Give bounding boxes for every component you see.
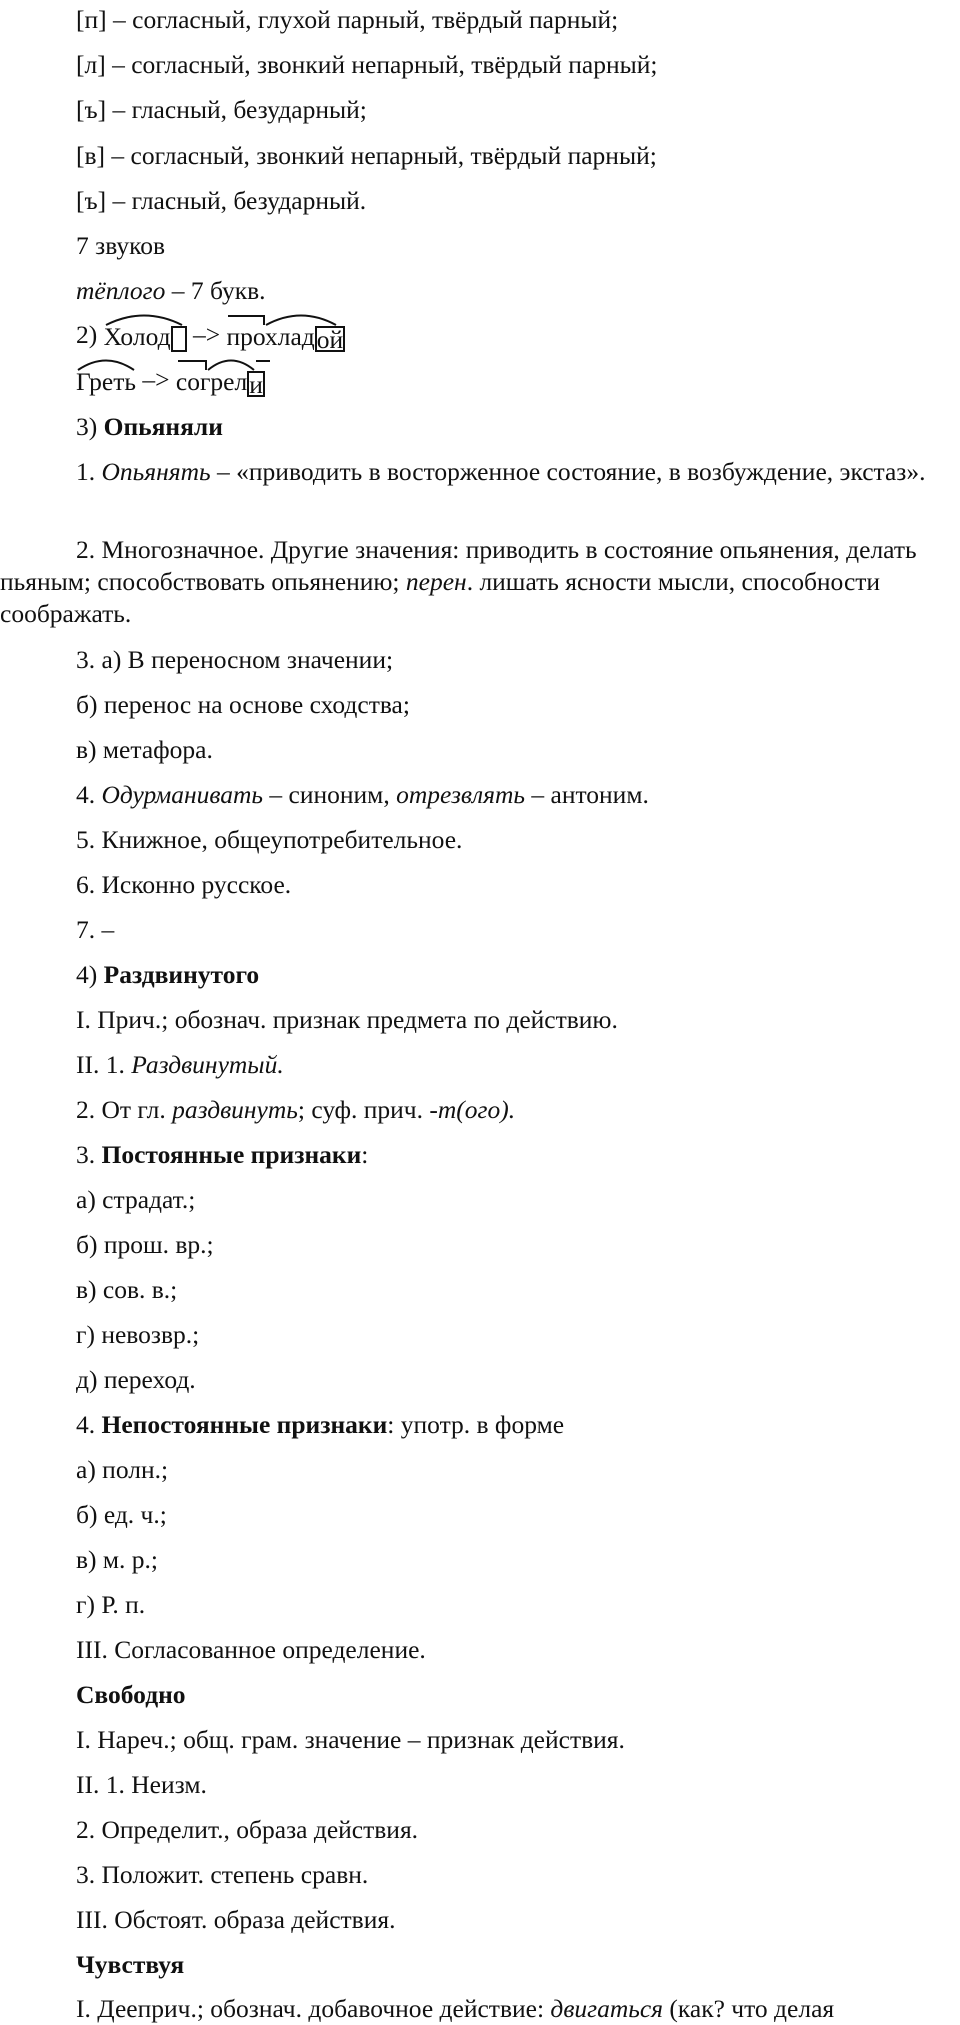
analysis-line: 3. Положит. степень сравн. — [76, 1860, 369, 1889]
syntactic-role: III. Согласованное определение. — [76, 1635, 426, 1664]
governing-verb: двигаться — [550, 1994, 664, 2023]
list-item: в) м. р.; — [76, 1545, 159, 1574]
definition-paragraph — [0, 455, 938, 488]
analysis-line: III. Обстоят. образа действия. — [76, 1905, 396, 1934]
participle-suffix: -т(ого). — [429, 1095, 516, 1124]
list-item: д) переход. — [76, 1365, 196, 1394]
list-item: б) ед. ч.; — [76, 1500, 167, 1529]
analyzed-word: тёплого — [76, 276, 166, 305]
section-title: Раздвинутого — [103, 960, 260, 989]
list-item: г) Р. п. — [76, 1590, 146, 1619]
variable-features-heading — [76, 1410, 564, 1441]
analysis-line: I. Нареч.; общ. грам. значение – признак действия. — [76, 1725, 625, 1754]
item-number: II. 1. — [76, 1050, 125, 1079]
root-arc-mark — [176, 357, 286, 371]
list-item: б) прош. вр.; — [76, 1230, 214, 1259]
ending-box: ой — [316, 324, 344, 354]
constant-features-heading — [76, 1140, 368, 1171]
root-arc-mark — [76, 357, 146, 371]
defined-word: Опьянять — [101, 457, 211, 486]
synonym-antonym-line — [76, 780, 649, 811]
phonetic-line: [ъ] – гласный, безударный; — [76, 95, 367, 124]
phonetic-line: [в] – согласный, звонкий непарный, твёрдый парный; — [76, 141, 657, 170]
phonetic-line: [ъ] – гласный, безударный. — [76, 186, 367, 215]
root-morpheme: хлад — [264, 321, 315, 351]
analysis-line: II. 1. Неизм. — [76, 1770, 207, 1799]
figurative-mark: перен — [405, 567, 467, 596]
list-item: 6. Исконно русское. — [76, 870, 292, 899]
derived-word-sogreli — [176, 367, 265, 398]
sound-count: 7 звуков — [76, 231, 166, 260]
derivation-arrow: –> — [142, 365, 170, 394]
item-number: 2) — [76, 320, 98, 349]
item-number: 4. — [76, 780, 96, 809]
root-word-holod — [104, 322, 187, 353]
list-item: в) сов. в.; — [76, 1275, 178, 1304]
root-word-gret — [76, 367, 136, 398]
list-item: 7. – — [76, 915, 115, 944]
analysis-tail: (как? что делая — [663, 1994, 835, 2023]
item-number: 3. — [76, 1140, 96, 1169]
phonetic-line: [п] – согласный, глухой парный, твёрдый парный; — [76, 5, 619, 34]
root-morpheme: Холод — [103, 321, 171, 351]
item-number: 4. — [76, 1410, 96, 1439]
analysis-line — [76, 1050, 284, 1081]
origin-label: 2. От гл. — [76, 1095, 173, 1124]
derived-word-prohladoy — [226, 322, 345, 353]
list-item: а) полн.; — [76, 1455, 169, 1484]
synonym-word: Одурманивать — [101, 780, 264, 809]
root-morpheme: Греть — [76, 366, 136, 396]
root-arc-mark — [226, 312, 356, 326]
list-item: а) страдат.; — [76, 1185, 196, 1214]
section-heading-3 — [76, 412, 223, 443]
list-item: в) метафора. — [76, 735, 213, 764]
analysis-line — [76, 1994, 834, 2025]
section-heading-4 — [76, 960, 259, 991]
synonym-label: – синоним, — [263, 780, 397, 809]
variable-features-title: Непостоянные признаки — [101, 1410, 388, 1439]
meanings-tail: . лишать ясности мысли, способности соображать. — [0, 567, 881, 628]
section-number: 4) — [76, 960, 98, 989]
source-verb: раздвинуть — [172, 1095, 298, 1124]
derivation-arrow: –> — [192, 320, 221, 349]
colon: : — [361, 1140, 369, 1169]
root-arc-mark — [104, 312, 184, 326]
suffix-morpheme: л — [234, 366, 248, 396]
section-title: Опьяняли — [103, 412, 223, 441]
list-item: 3. а) В переносном значении; — [76, 645, 394, 674]
analysis-line — [76, 1095, 515, 1126]
zero-ending-box — [171, 326, 187, 352]
definition-text: – «приводить в восторженное состояние, в возбуждение, экстаз». — [210, 457, 926, 486]
meanings-paragraph — [0, 534, 938, 630]
analysis-text: I. Дееприч.; обознач. добавочное действие: — [76, 1994, 551, 2023]
letter-count — [76, 276, 266, 307]
list-item: б) перенос на основе сходства; — [76, 690, 410, 719]
list-item: 5. Книжное, общеупотребительное. — [76, 825, 463, 854]
prefix-morpheme: про — [226, 321, 265, 351]
phonetic-line: [л] – согласный, звонкий непарный, твёрдый парный; — [76, 50, 658, 79]
antonym-label: – антоним. — [525, 780, 649, 809]
prefix-morpheme: со — [175, 366, 200, 396]
morpheme-analysis-2 — [76, 365, 265, 401]
root-morpheme: гре — [199, 366, 235, 396]
ending-box: и — [249, 369, 263, 399]
section-title: Чувствуя — [76, 1950, 185, 1979]
constant-features-title: Постоянные признаки — [101, 1140, 362, 1169]
initial-form: Раздвинутый. — [131, 1050, 284, 1079]
analysis-line: 2. Определит., образа действия. — [76, 1815, 419, 1844]
antonym-word: отрезвлять — [396, 780, 525, 809]
item-number: 1. — [76, 457, 96, 486]
variable-features-tail: : употр. в форме — [387, 1410, 565, 1439]
meanings-text: 2. Многозначное. Другие значения: приводить в состояние опьянения, делать пьяным; способствовать опьянению; — [0, 535, 917, 596]
letter-count-text: – 7 букв. — [165, 276, 266, 305]
section-title: Свободно — [76, 1680, 186, 1709]
analysis-line: I. Прич.; обознач. признак предмета по действию. — [76, 1005, 618, 1034]
list-item: г) невозвр.; — [76, 1320, 200, 1349]
suffix-label: ; суф. прич. — [297, 1095, 430, 1124]
section-number: 3) — [76, 412, 98, 441]
morpheme-analysis-1 — [76, 320, 345, 356]
